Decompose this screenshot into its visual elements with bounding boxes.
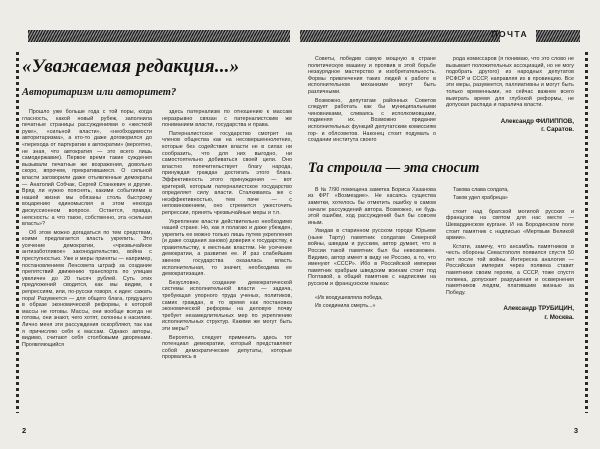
verse-line: «Их воодушевляла победа, bbox=[315, 294, 383, 301]
signature-city: г. Саратов. bbox=[541, 126, 574, 134]
verse-line: Такова слава солдата, bbox=[453, 186, 509, 193]
paragraph: Укрепление власти действительно необходимо нашей стране. Но, как я полагаю и даже убежден, укрепить ее можно только лишь путем укрепления (и даже создания заново) доверия к государству, к правительству, к местным властям. Не усечение демократии, а развитие ее. И раз слабейшим звеном государства оказалась власть исполнительная, то значит, необходима ее демократизация. bbox=[162, 218, 292, 278]
header-band-left bbox=[28, 30, 290, 42]
verse-line: Таков удел храбреца» bbox=[453, 194, 508, 201]
column-3 bbox=[308, 56, 436, 144]
paragraph: Патерналистское государство смотрит на членов общества как на несовершеннолетних, которые без содействия власти не в силах ни сообразить, что для них выгодно, ни самостоятельно добиваться своей цели. Оно властно попечительствует благу народа, принуждая граждан достигать этого блага. Эффективность этого принуждения — вот критерий, которым патерналистское государство определяет силу власти. Сталкиваясь же с неэффективностью, тем паче — с неповиновением, оно стремится ужесточить репрессии, принять чрезвычайные меры и т.п. bbox=[162, 130, 292, 216]
paragraph: Вероятно, следует применить здесь тот потенциал демократии, который представляют собой демократические депутаты, которые прорвались в bbox=[162, 334, 292, 361]
column-5 bbox=[308, 187, 436, 323]
gutter-rule-left bbox=[16, 52, 19, 413]
page-number-left: 2 bbox=[22, 426, 27, 435]
paragraph: здесь патернализм по отношению к массам неразрывно связан с патерналистским же пониманием власти, государства и права. bbox=[162, 109, 292, 129]
column-6 bbox=[446, 187, 574, 323]
article2-columns bbox=[308, 187, 578, 323]
paragraph: Безусловно, создание демократической системы исполнительной власти — задача, требующая упорного труда ученых, политиков, самих граждан, в то время как постановка экономической реформы на деловую почву требует незамедлительных мер по укреплению исполнительных структур. Какими же могут быть эти меры? bbox=[162, 279, 292, 332]
page-number-right: 3 bbox=[573, 426, 578, 435]
article1-continuation-columns bbox=[308, 56, 578, 144]
article2-title: Та строила — эта сносит bbox=[308, 159, 480, 176]
header-band-right-stub bbox=[536, 30, 580, 42]
signature-name: Александр ТРУБИЦИН, bbox=[503, 305, 574, 313]
paragraph: стоит над братской могилой русских и французов на святом для нас месте — Шевардинском кургане. И на Бородинском поле стоит памятник с надписью «Мертвым Великой армии». bbox=[446, 208, 574, 242]
column-4 bbox=[446, 56, 574, 144]
verse-line: Их соединила смерть...» bbox=[315, 302, 376, 309]
article1-signature bbox=[446, 118, 574, 135]
article2 bbox=[308, 160, 578, 323]
column-2 bbox=[162, 109, 292, 361]
article1-title: «Уважаемая редакция...» bbox=[22, 56, 240, 77]
page-right bbox=[300, 0, 600, 449]
article1-subtitle: Авторитаризм или авторитет? bbox=[22, 87, 177, 98]
paragraph: Прошло уже больше года с той поры, когда гласность, какой новый рубеж, заполнила печатные страницы рассуждениями о «жесткой руке», «сильной власти», «необходимости авторитаризма», а кто-то даже договорился до «перехода от парткратии к автократии» (вероятно, не зная, что автократия — это всего лишь самодержавие). Первое время такие суждения вызывали печатные же возражения, довольно скоро, впрочем, прекратившиеся. О сильной власти заговорили даже отъявленные демократы — Анатолий Собчак, Сергей Станкевич и другие. Вряд ли нужно пояснять, какими событиями в нашей жизни мы обязаны столь быстрому воцарению единомыслия в этом некогда дискуссионном вопросе. Остается, правда, неясность: а что такое, собственно, эта «сильная власть»? bbox=[22, 109, 152, 228]
paragraph: рода комиссаров (я понимаю, что это слово не вызывает положительных ассоциаций, но не могу подобрать другого) из народных депутатов РСФСР и СССР, направляя их в провинцию. Все эти меры, разумеется, паллиативны и могут быть только временными, но сейчас важнее всего выиграть время для глубокой реформы, не допуская распада и паралича власти. bbox=[446, 56, 574, 109]
paragraph: Увидав в старинном русском городе Юрьеве (ныне Тарту) памятник солдатам Северной войны, шведам и русским, автор думает, что в России такой памятник был бы невозможен. Видимо, автор имеет в виду не Россию, а то, что именуют «СССР». Ибо в Российской империи памятник храбрым шведским воинам стоит под Полтавой, а общий памятник с надписями на русском и французском языках: bbox=[308, 228, 436, 288]
gutter-rule-right bbox=[585, 52, 588, 413]
paragraph: Кстати, замечу, что ансамбль памятников в честь обороны Севастополя появился спустя 50 лет после той войны. Интересна аналогия — Российская империя через полвека ставит памятники своим героям, а СССР, тоже спустя полвека, допускает разрушения и осквернения памятников людям, платившим жизнью за Победу. bbox=[446, 243, 574, 296]
paragraph: Об этом можно догадаться по тем средствам, коими предлагается власть укрепить. Это усечение демократии, «чрезвычайное антизаботливое» законодательство, война с преступностью. Уже и меры приняты — например, постановлением Ленсовета штраф за создание препятствий движению транспорта по улицам увеличен до 20 тысяч рублей. Суть этих предложений сводится, как мы видим, к репрессиям, или, по-русски говоря, к идее: сажать пора! Разумеется — для общего блага, грядущего в образе экономической реформы, к которой массы не готовы. Массы, они вообще всегда не готовы, они знают, чего хотят, склонны к насилию. Лично меня эти рассуждения оскорбляют, так как я причисляю себя к массам. Однако авторы, видимо, считают себя столбовыми дворянами. Проявляющийся bbox=[22, 229, 152, 348]
article1-columns-left-page bbox=[22, 109, 292, 361]
paragraph: В № 7/90 помещена заметка Бориса Хазанова из ФРГ «Возмездие». Не касаясь существа заметки, хотелось бы отметить ошибку в самом начале рассуждений автора. Возможно, не будь этой ошибки, ход рассуждений был бы совсем иным. bbox=[308, 186, 436, 226]
signature-name: Александр ФИЛИППОВ, bbox=[500, 117, 574, 125]
signature-city: г. Москва. bbox=[544, 313, 574, 321]
paragraph: Советы, победив самую мощную в стране политическую машину и проявив в этой борьбе незаурядное мастерство и изобретательность. Формы привлечения таких людей к работе в исполнительном механизме могут быть различными. bbox=[308, 56, 436, 95]
section-label: ПОЧТА bbox=[491, 29, 528, 39]
column-1 bbox=[22, 109, 152, 361]
article2-signature bbox=[446, 305, 574, 322]
paragraph: Возможно, депутатам районных Советов следует работать как бы муниципальными чиновниками, сливаясь с исполкомовцами, подменяя их. Возможно придание исполнительных функций депутатским комиссиям гор- и облсоветов. Наконец стоит подумать о создании института своего bbox=[308, 97, 436, 144]
header-band-right-main bbox=[300, 30, 500, 42]
